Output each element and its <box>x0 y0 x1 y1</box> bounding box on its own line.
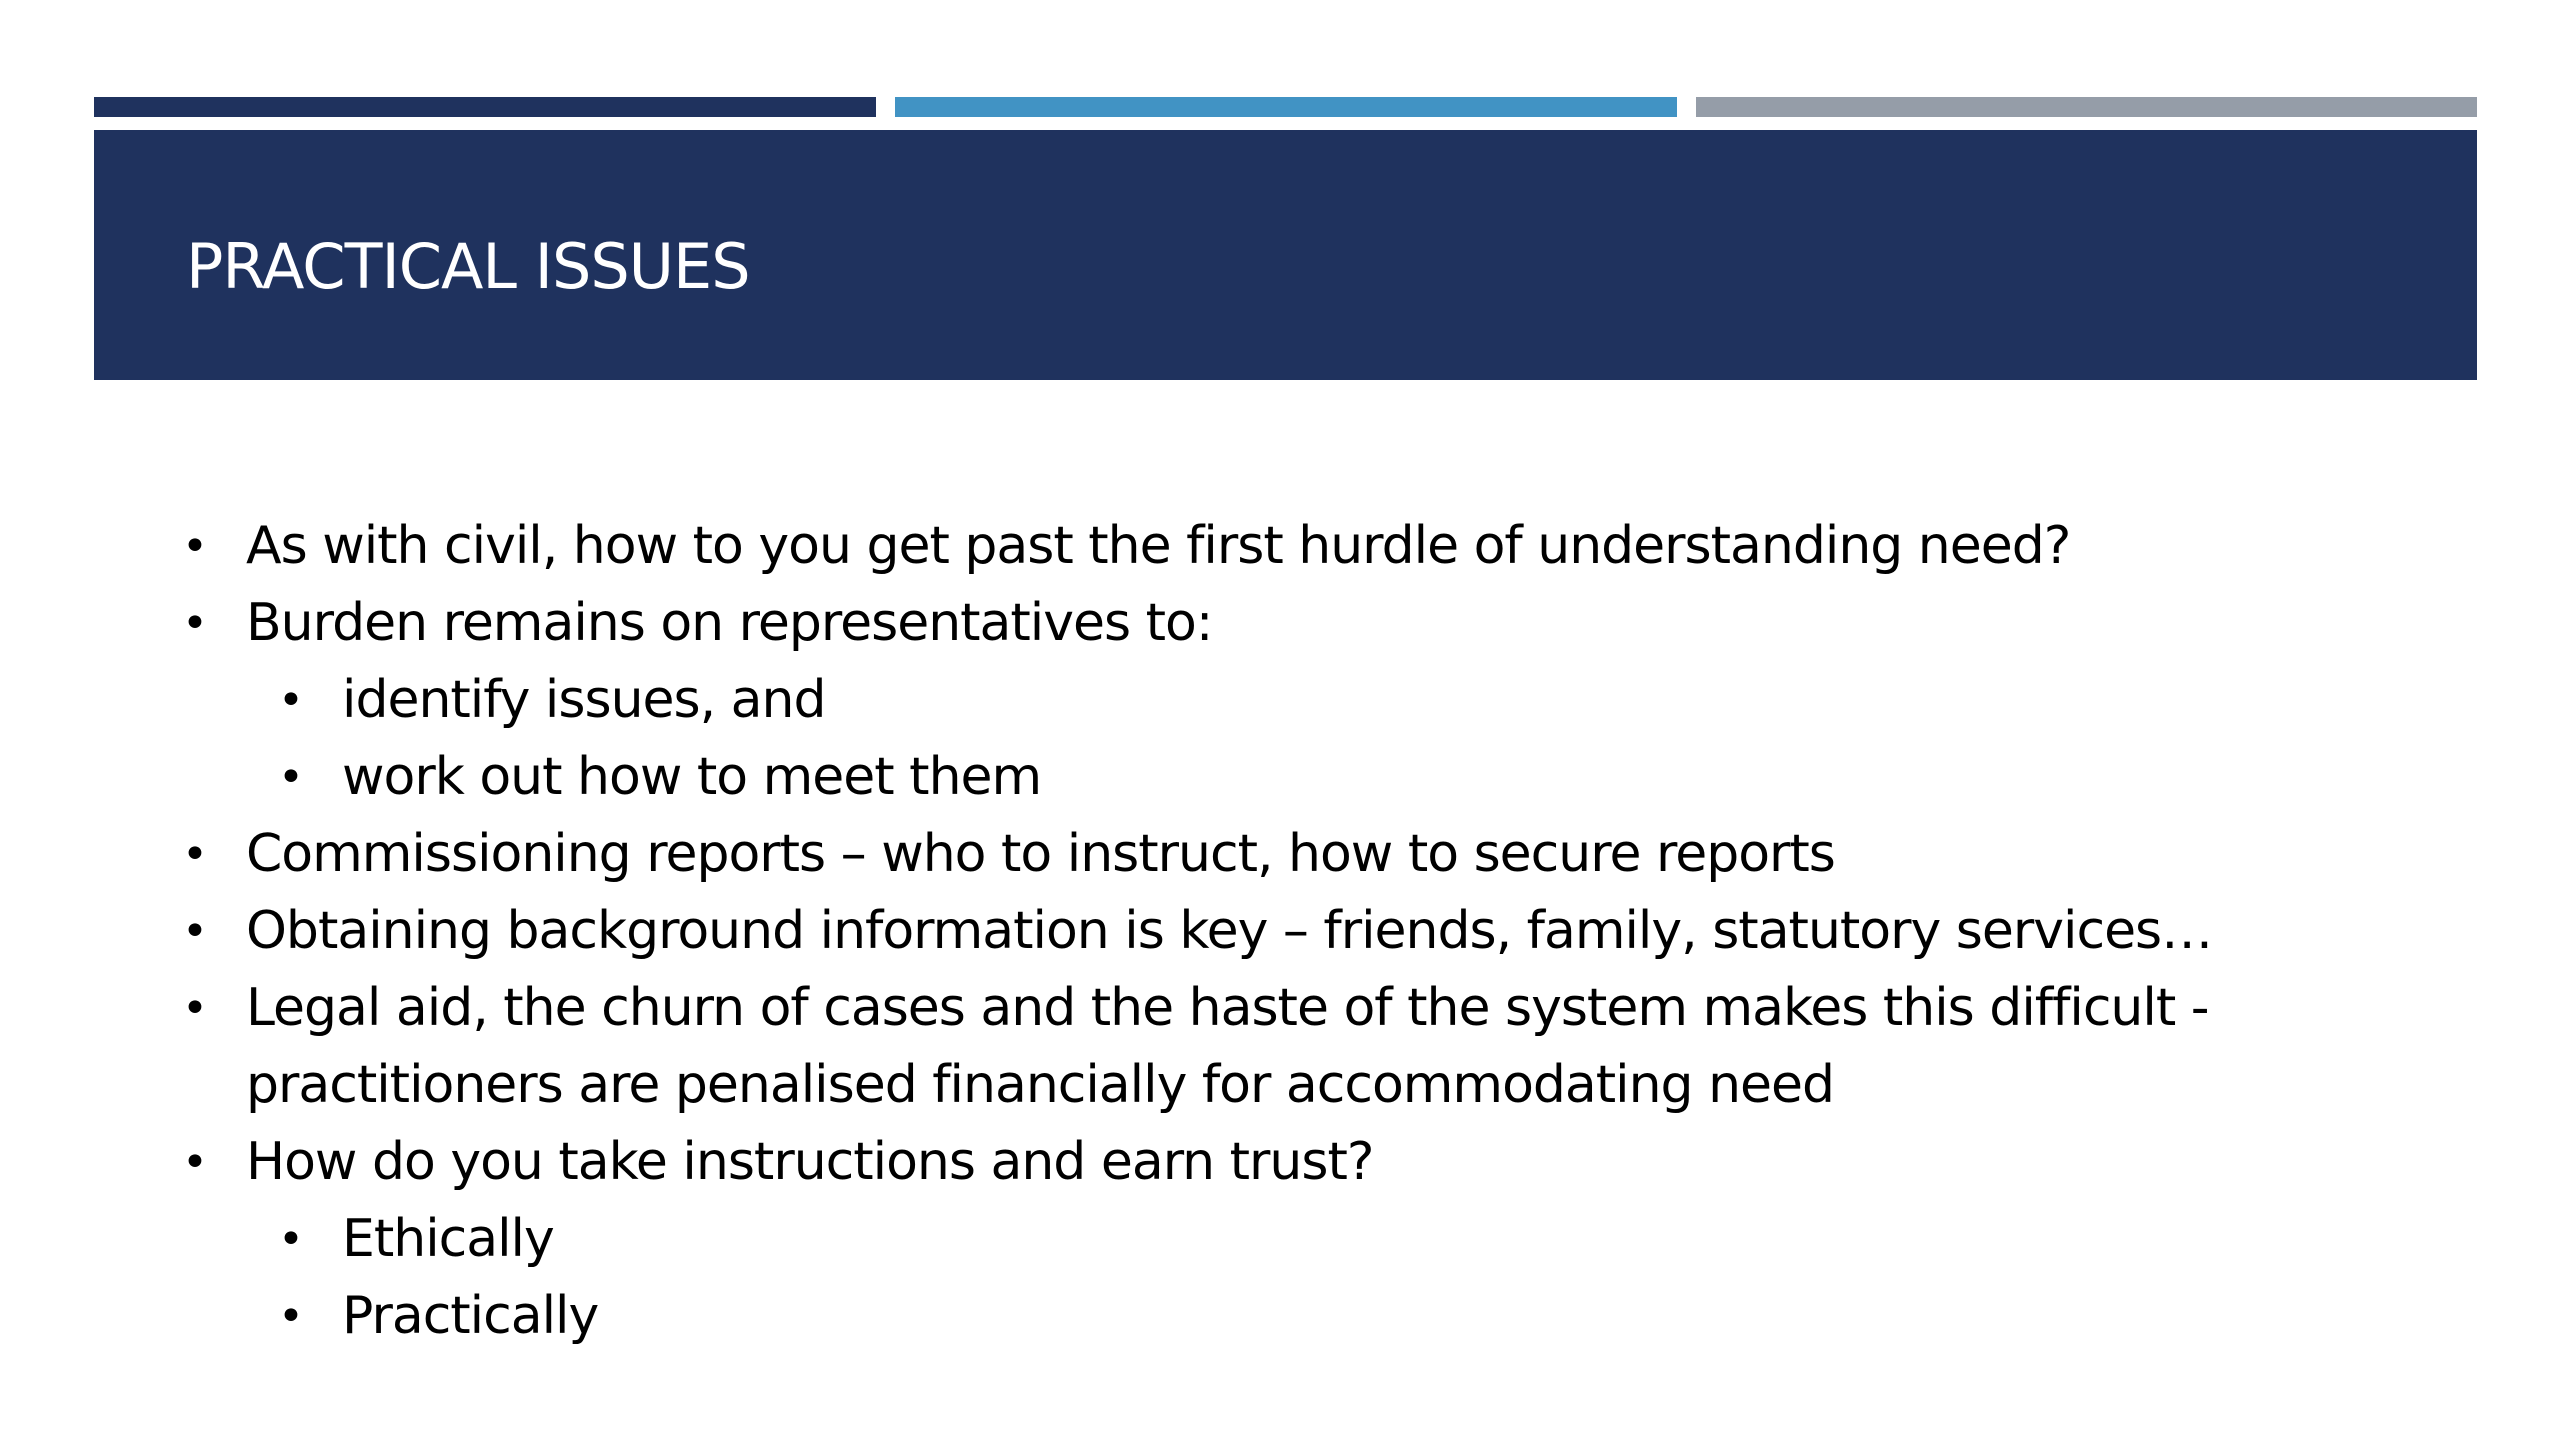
bullet-text: Ethically <box>342 1209 554 1269</box>
sub-bullet-item <box>278 739 1042 816</box>
bullet-text: identify issues, and <box>342 670 826 730</box>
bullet-continuation <box>246 1047 1834 1124</box>
bullet-text: As with civil, how to you get past the first hurdle of understanding need? <box>246 516 2071 576</box>
bullet-dot-icon: • <box>182 1137 207 1188</box>
bullet-dot-icon: • <box>182 983 207 1034</box>
bullet-text: work out how to meet them <box>342 747 1042 807</box>
sub-bullet-item <box>278 662 826 739</box>
bullet-text: How do you take instructions and earn trust? <box>246 1132 1374 1192</box>
bullet-item <box>182 970 2209 1047</box>
bullet-dot-icon: • <box>182 829 207 880</box>
bullet-item <box>182 1124 1374 1201</box>
bullet-text: practitioners are penalised financially for accommodating need <box>246 1055 1835 1115</box>
bullet-dot-icon: • <box>182 521 207 572</box>
bullet-dot-icon: • <box>278 752 303 803</box>
bullet-dot-icon: • <box>278 1291 303 1342</box>
bullet-item <box>182 893 2213 970</box>
bullet-item <box>182 816 1835 893</box>
bullet-item <box>182 585 1213 662</box>
sub-bullet-item <box>278 1201 554 1278</box>
bullet-text: Practically <box>342 1286 599 1346</box>
bullet-text: Burden remains on representatives to: <box>246 593 1213 653</box>
bullet-dot-icon: • <box>182 906 207 957</box>
sub-bullet-item <box>278 1278 599 1355</box>
bullet-dot-icon: • <box>278 675 303 726</box>
bullet-text: Legal aid, the churn of cases and the haste of the system makes this difficult - <box>246 978 2209 1038</box>
bullet-dot-icon: • <box>182 598 207 649</box>
bullet-text: Commissioning reports – who to instruct, how to secure reports <box>246 824 1835 884</box>
slide-title: PRACTICAL ISSUES <box>186 230 750 303</box>
bullet-text: Obtaining background information is key – friends, family, statutory services… <box>246 901 2213 961</box>
bullet-dot-icon: • <box>278 1214 303 1265</box>
bullet-item <box>182 508 2071 585</box>
